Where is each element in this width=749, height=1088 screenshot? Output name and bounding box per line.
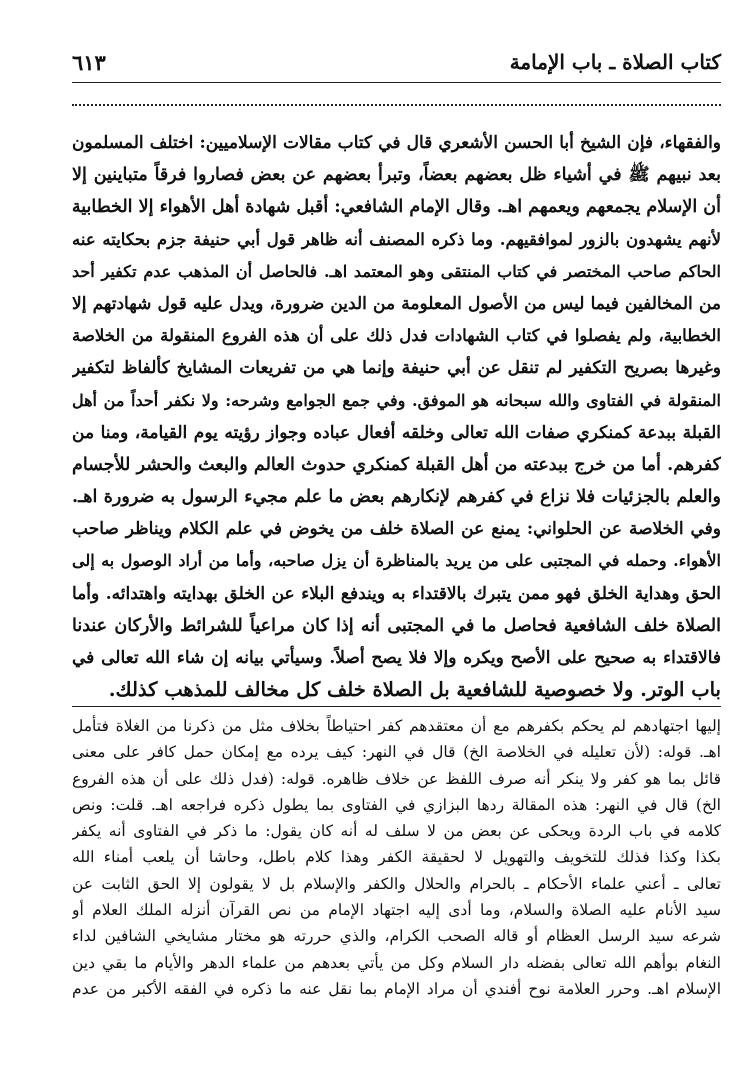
footnote-line: سيد الأنام عليه الصلاة والسلام، وما أدى إليه اجتهاد الإمام من نص القرآن أنزله الملك العلام أو (72, 901, 721, 920)
footnote-divider (72, 706, 721, 707)
text-line: من المخالفين فيما ليس من الأصول المعلومة من الدين ضرورة، ويدل عليه قول شهادتهم إلا (72, 293, 721, 314)
text-line: الحاكم صاحب المختصر في كتاب المنتقى وهو المعتمد اهـ. فالحاصل أن المذهب عدم تكفير أحد (72, 261, 721, 281)
text-line: الأهواء. وحمله في المجتبى على من يريد بالمناظرة أن يزل صاحبه، وأما من أراد الوصول به إلى (72, 551, 721, 571)
text-line: لأنهم يشهدون بالزور لموافقيهم. وما ذكره المصنف أنه ظاهر قول أبي حنيفة جزم بحكايته عنه (72, 229, 721, 249)
text-line: الصلاة خلف الشافعية فحاصل ما في المجتبى أنه إذا كان مراعياً للشرائط والأركان عندنا (72, 615, 721, 636)
footnote-line: كلامه في باب الردة ويحكى عن بعض من لا سلف له أنه كان يقول: ما ذكر في الفتاوى أنه يكفر (72, 822, 721, 841)
text-line: أن الإسلام يجمعهم ويعمهم اهـ. وقال الإمام الشافعي: أقبل شهادة أهل الأهواء إلا الخطابية (72, 197, 721, 218)
text-line: وفي الخلاصة عن الحلواني: يمنع عن الصلاة خلف من يخوض في علم الكلام ويناظر صاحب (72, 519, 721, 540)
main-text (72, 127, 721, 706)
footnote-line: الإسلام اهـ. وحرر العلامة نوح أفندي أن مراد الإمام بما نقل عنه ما ذكره في الفقه الأكبر من عدم (72, 979, 721, 998)
footnote-line: إليها اجتهادهم لم يحكم بكفرهم مع أن معتقدهم كفر احتياطاً بخلاف مثل من ذكرنا من الغلاة فتأمل (72, 717, 721, 735)
text-line: الحق وهداية الخلق فهو ممن يتبرك بالاقتداء به ويندفع البلاء عن الخلق بهدايته واهتدائه. وأما (72, 583, 721, 604)
running-title: كتاب الصلاة ـ باب الإمامة (509, 50, 721, 74)
text-line: الخطابية، ولم يفصلوا في كتاب الشهادات فدل ذلك على أن هذه الفروع المنقولة من الخلاصة (72, 326, 721, 346)
dotted-separator (72, 104, 721, 106)
footnote-line: شرعه سيد الرسل العظام أو قاله الصحب الكرام، والذي حررته هو مختار مشايخي الشافين لداء (72, 927, 721, 946)
footnotes (72, 713, 721, 1002)
text-line: وغيرها بصريح التكفير لم تنقل عن أبي حنيفة وإنما هي من تفريعات المشايخ كألفاظ لتكفير (72, 358, 721, 379)
footnote-line: بكذا وكذا فذلك للتخويف والتهويل لا لحقيقة الكفر وهذا كلام باطل، وحاشا أن يلعب أمناء الله (72, 848, 721, 867)
footnote-line: الخ) قال في النهر: هذه المقالة ردها البزازي في الفتاوى بما يطول ذكره فراجعه اهـ. قلت: ونص (72, 795, 721, 814)
footnote-line: قائل بما هو كفر ولا ينكر أنه صرف اللفظ عن خلاف ظاهره. قوله: (فدل ذلك على أن هذه الفروع (72, 769, 721, 788)
text-line: فالاقتداء به صحيح على الأصح ويكره وإلا فلا يصح أصلاً. وسيأتي بيانه إن شاء الله تعالى في (72, 648, 721, 668)
text-line: بعد نبيهم ﷺ في أشياء ظل بعضهم بعضاً، وتبرأ بعضهم عن بعض فصاروا فرقاً متباينين إلا (72, 165, 721, 186)
text-line: والفقهاء، فإن الشيخ أبا الحسن الأشعري قال في كتاب مقالات الإسلاميين: اختلف المسلمون (72, 133, 721, 153)
text-line: المنقولة في الفتاوى والله سبحانه هو الموفق. وفي جمع الجوامع وشرحه: ولا نكفر أحداً من أهل (72, 390, 721, 410)
footnote-line: تعالى ـ أعني علماء الأحكام ـ بالحرام والحلال والكفر والإسلام بل لا يقولون إلا الحق الثابت عن (72, 874, 721, 893)
text-line: كفرهم. أما من خرج ببدعته من أهل القبلة كمنكري حدوث العالم والبعث والحشر للأجسام (72, 454, 721, 475)
text-line: القبلة ببدعة كمنكري صفات الله تعالى وخلقه أفعال عباده وجواز رؤيته يوم القيامة، ومنا من (72, 422, 721, 443)
text-line: باب الوتر. ولا خصوصية للشافعية بل الصلاة خلف كل مخالف للمذهب كذلك. (108, 678, 721, 702)
page-number: ٦١٣ (72, 50, 106, 75)
footnote-line: النغام بوأهم الله تعالى بفضله دار السلام وكل من يأتي بعدهم من علماء الدهر والأيام ما بقي دين (72, 953, 721, 972)
text-line: والعلم بالجزئيات فلا نزاع في كفرهم لإنكارهم بعض ما علم مجيء الرسول به ضرورة اهـ. (72, 487, 721, 508)
footnote-line: اهـ. قوله: (لأن تعليله في الخلاصة الخ) قال في النهر: كيف يرده مع إمكان حمل كافر على معنى (72, 743, 721, 762)
page-header (72, 50, 721, 83)
